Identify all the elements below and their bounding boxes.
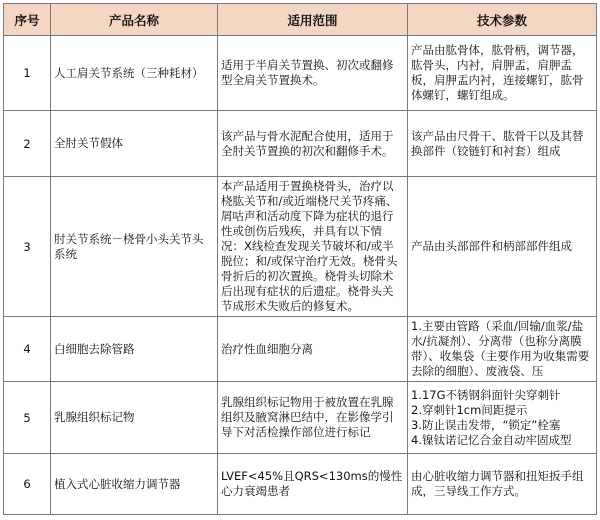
- scope-text: LVEF<45%且QRS<130ms的慢性心力衰竭患者: [218, 454, 408, 515]
- product-name: 人工肩关节系统（三种耗材）: [51, 36, 218, 111]
- table-row: [4, 317, 597, 382]
- row-number: 1: [4, 36, 51, 111]
- scope-text: 适用于半肩关节置换、初次或翻修型全肩关节置换术。: [218, 36, 408, 111]
- params-line: 4.镍钛诺记忆合金自动牢固成型: [411, 432, 572, 447]
- product-name: 植入式心脏收缩力调节器: [51, 454, 218, 515]
- scope-text: 乳腺组织标记物用于被放置在乳腺组织及腋窝淋巴结中，在影像学引导下对活检操作部位进行标记: [218, 382, 408, 454]
- params-text: 由心脏收缩力调节器和扭矩扳手组成，三导线工作方式。: [408, 454, 597, 515]
- params-text: 1.主要由管路（采血/回输/血浆/盐水/抗凝剂）、分离带（也称分离膜带）、收集袋（主要作用为收集需要去除的细胞）、废液袋、压: [411, 319, 590, 378]
- params-list: [408, 382, 597, 454]
- params-line: 1.17G不锈钢斜面针尖穿刺针: [411, 387, 561, 402]
- header-no: 序号: [4, 4, 51, 36]
- scope-text: 本产品适用于置换桡骨头，治疗以桡肱关节和/或近端桡尺关节疼痛、屑咕声和活动度下降为症状的退行性或创伤后残疾，并具有以下情况：X线检查发现关节破坏和/或半脱位；和/或保守治疗无效。桡骨头骨折后的初次置换。桡骨头切除术后出现有症状的后遗症。桡骨头关节成形术失败后的修复术。: [218, 177, 408, 317]
- row-number: 4: [4, 317, 51, 382]
- header-scope: 适用范围: [218, 4, 408, 36]
- table-row: [4, 177, 597, 317]
- params-text: 产品由肱骨体，肱骨柄，调节器，肱骨头，内衬，肩胛盂，肩胛盂板，肩胛盂内衬，连接螺钉，肱骨体螺钉，螺钉组成。: [408, 36, 597, 111]
- row-number: 2: [4, 111, 51, 177]
- header-tech-params: 技术参数: [408, 4, 597, 36]
- params-text: 产品由头部部件和柄部部件组成: [408, 177, 597, 317]
- row-number: 5: [4, 382, 51, 454]
- product-name: 肘关节系统－桡骨小头关节头系统: [51, 177, 218, 317]
- scope-text: 治疗性血细胞分离: [218, 317, 408, 382]
- product-name: 乳腺组织标记物: [51, 382, 218, 454]
- table-row: [4, 36, 597, 111]
- product-table: [3, 3, 597, 515]
- header-product-name: 产品名称: [51, 4, 218, 36]
- table-row: [4, 382, 597, 454]
- table-row: [4, 111, 597, 177]
- product-name: 白细胞去除管路: [51, 317, 218, 382]
- params-cell: [408, 317, 597, 382]
- row-number: 3: [4, 177, 51, 317]
- table-row: [4, 454, 597, 515]
- params-text: 该产品由尺骨干、肱骨干以及其替换部件（铰链钉和衬套）组成: [408, 111, 597, 177]
- params-line: 3.防止误击发带，“锁定”栓塞: [411, 417, 561, 432]
- header-row: [4, 4, 597, 36]
- scope-text: 该产品与骨水泥配合使用，适用于全肘关节置换的初次和翻修手术。: [218, 111, 408, 177]
- params-line: 2.穿刺针1cm间距提示: [411, 402, 528, 417]
- product-name: 全肘关节假体: [51, 111, 218, 177]
- row-number: 6: [4, 454, 51, 515]
